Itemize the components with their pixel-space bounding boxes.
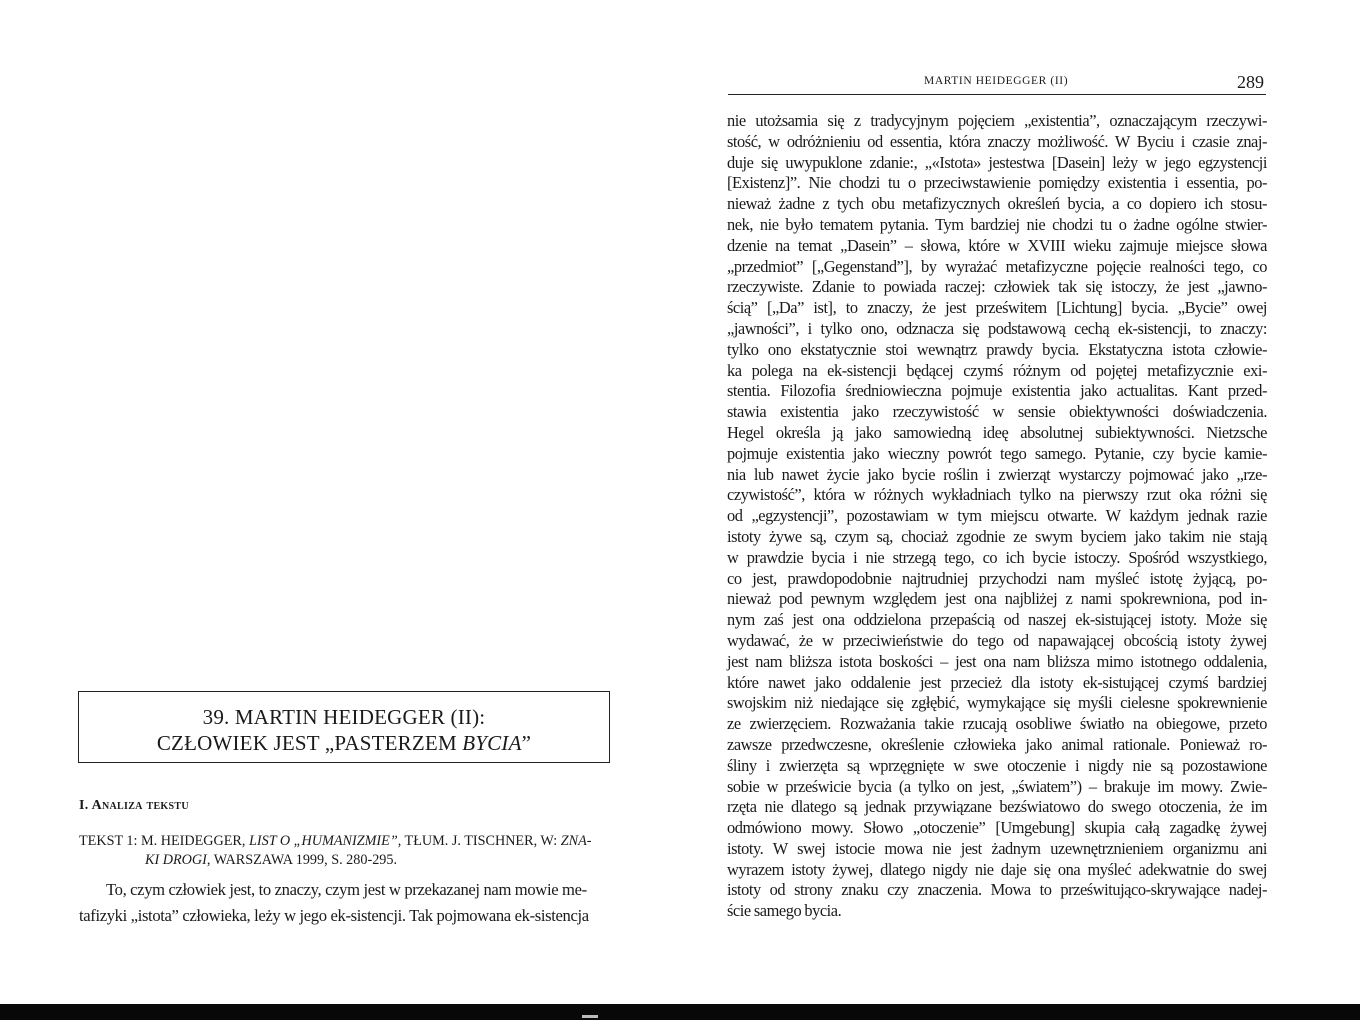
citation-middle: , TŁUM. J. TISCHNER, W:: [397, 833, 561, 849]
right-body-line: nia lub nawet życie jako bycie roślin i zwierząt wystarczy pojmować jako „rze-: [727, 464, 1267, 484]
left-body-line: tafizyki „istota” człowieka, leży w jego ek-sistencji. Tak pojmowana ek-sistencja: [79, 906, 589, 925]
right-body-line: „przedmiot” [„Gegenstand”], by wyrażać metafizyczne pojęcie realności tego, co: [727, 256, 1267, 276]
right-body-line: istoty żywe są, czym są, chociaż zgodnie ze swym byciem jako takim nie stają: [727, 526, 1267, 546]
citation-suffix: , WARSZAWA 1999, S. 280-295.: [206, 852, 398, 868]
running-title: MARTIN HEIDEGGER (II): [924, 75, 1069, 87]
right-body-line: nie utożsamia się z tradycyjnym pojęciem „existentia”, oznaczającym rzeczywi-: [727, 111, 1267, 130]
right-body-line: rzęta nie dlatego są jednak przywiązane bezświatowo do swego otoczenia, że im: [727, 797, 1267, 817]
left-body-text: [79, 877, 614, 929]
right-body-line: [Existenz]”. Nie chodzi tu o przeciwstawienie pomiędzy existentia i essentia, po-: [727, 173, 1267, 193]
scan-bottom-edge: [0, 1004, 1360, 1020]
right-body-line: istoty. W swej istocie mowa nie jest żadnym uzewnętrznieniem organizmu ani: [727, 838, 1267, 858]
right-body-line: dzenie na temat „Dasein” – słowa, które w XVIII wieku zajmuje miejsce słowa: [727, 235, 1267, 255]
right-body-line: duje się uwypuklone zdanie:, „«Istota» jestestwa [Dasein] leży w jego egzystencji: [727, 152, 1267, 172]
chapter-title-line-2-italic: BYCIA: [462, 731, 522, 755]
right-body-line: w prawdzie bycia i nie strzegą tego, co ich bycie istoczy. Spośród wszystkiego,: [727, 547, 1267, 567]
right-body-line: ze zwierzęciem. Rozważania takie rzucają osobliwe światło na obiegowe, przeto: [727, 714, 1267, 734]
chapter-title-line-1: 39. MARTIN HEIDEGGER (II):: [202, 705, 486, 729]
left-body-line: To, czym człowiek jest, to znaczy, czym jest w przekazanej nam mowie me-: [106, 880, 587, 899]
right-body-line: stość, w odróżnieniu od essentia, która znaczy możliwość. W Byciu i czasie znaj-: [727, 131, 1267, 151]
right-body-line: odmówiono mowy. Słowo „otoczenie” [Umgebung] skupia całą zagadkę żywej: [727, 818, 1267, 838]
right-body-line: co jest, prawdopodobnie najtrudniej przychodzi nam myśleć istotę żyjącą, po-: [727, 568, 1267, 588]
right-body-line: tylko ono ekstatycznie stoi wewnątrz prawdy bycia. Ekstatyczna istota człowie-: [727, 339, 1267, 359]
running-header: [728, 72, 1266, 95]
citation-title: LIST O „HUMANIZMIE”: [248, 833, 398, 849]
right-body-line: ście samego bycia.: [727, 901, 842, 921]
right-body-line: stentia. Filozofia średniowieczna pojmuje existentia jako actualitas. Kant przed-: [727, 381, 1267, 401]
right-body-line: istoty od strony znaku czy znaczenia. Mowa to prześwitująco-skrywające nadej-: [727, 880, 1267, 900]
right-body-line: stawia existentia jako rzeczywistość w sensie obiektywności doświadczenia.: [727, 402, 1267, 422]
right-body-line: jest nam bliższa istota boskości – jest ona nam bliższa mimo istotnego oddalenia,: [727, 651, 1267, 671]
right-body-line: wydawać, że w przeciwieństwie do tego od napawającej obcością istoty żywej: [727, 630, 1267, 650]
right-body-line: swojskim niż niedające się zgłębić, wymykające się myśli cielesne spokrewnienie: [727, 693, 1267, 713]
citation-line-2: [79, 851, 614, 870]
right-body-text: [727, 111, 1267, 922]
right-body-line: nek, nie było tematem pytania. Tym bardziej nie chodzi tu o żadne ogólne stwier-: [727, 214, 1267, 234]
right-body-line: sobie w prześwicie bycia (a tylko on jest, „światem”) – brakuje im mowy. Zwie-: [727, 776, 1267, 796]
right-body-line: rzeczywiste. Zdanie to powiada raczej: człowiek tak się istoczy, że jest „jawno-: [727, 277, 1267, 297]
citation-book-part1: ZNA-: [560, 833, 592, 849]
citation-line-1: [79, 832, 614, 851]
page-number: 289: [1237, 72, 1264, 92]
chapter-title-line-2-suffix: ”: [521, 731, 532, 755]
chapter-title-box: [78, 691, 610, 763]
section-heading: I. Analiza tekstu: [79, 798, 189, 813]
citation-book-part2: KI DROGI: [145, 852, 207, 868]
chapter-title-line-2: [79, 730, 609, 756]
right-body-line: nieważ żadne z tych obu metafizycznych określeń bycia, a co dopiero ich stosu-: [727, 194, 1267, 214]
right-body-line: pojmuje existentia jako wieczny powrót tego samego. Pytanie, czy bycie kamie-: [727, 443, 1267, 463]
right-body-line: czywistość”, która w różnych wykładniach tylko na pierwszy rzut oka różni się: [727, 485, 1267, 505]
right-body-line: wyrazem istoty żywej, dlatego nigdy nie daje się ona myśleć adekwatnie do swej: [727, 859, 1267, 879]
right-body-line: śliny i zwierzęta są wprzęgnięte w swe otoczenie i nigdy nie są pozostawione: [727, 755, 1267, 775]
scan-notch-mark: [582, 1015, 598, 1018]
right-body-line: ścią” [„Da” ist], to znaczy, że jest prześwitem [Lichtung] bycia. „Bycie” owej: [727, 298, 1267, 318]
right-body-line: zawsze przedwczesne, określenie człowieka jako animal rationale. Ponieważ ro-: [727, 734, 1267, 754]
right-body-line: „jawności”, i tylko ono, odznacza się podstawową cechą ek-sistencji, to znaczy:: [727, 318, 1267, 338]
right-body-line: nym zaś jest ona oddzielona przepaścią od naszej ek-sistującej istoty. Może się: [727, 610, 1267, 630]
chapter-title-line-2-prefix: CZŁOWIEK JEST „PASTERZEM: [156, 731, 463, 755]
citation-prefix: TEKST 1: M. HEIDEGGER,: [79, 833, 249, 849]
right-body-line: od „egzystencji”, pozostawiam w tym miejscu otwarte. W każdym jednak razie: [727, 506, 1267, 526]
right-body-line: ka polega na ek-sistencji będącej czymś różnym od pojętej metafizycznie exi-: [727, 360, 1267, 380]
right-body-line: nieważ pod pewnym względem jest ona najbliżej z nami spokrewniona, pod in-: [727, 589, 1267, 609]
right-body-line: które nawet jako oddalenie jest przecież dla istoty ek-sistującej czymś bardziej: [727, 672, 1267, 692]
right-body-line: Hegel określa ją jako samowiedną ideę absolutnej subiektywności. Nietzsche: [727, 422, 1267, 442]
text-source-citation: [79, 832, 614, 870]
